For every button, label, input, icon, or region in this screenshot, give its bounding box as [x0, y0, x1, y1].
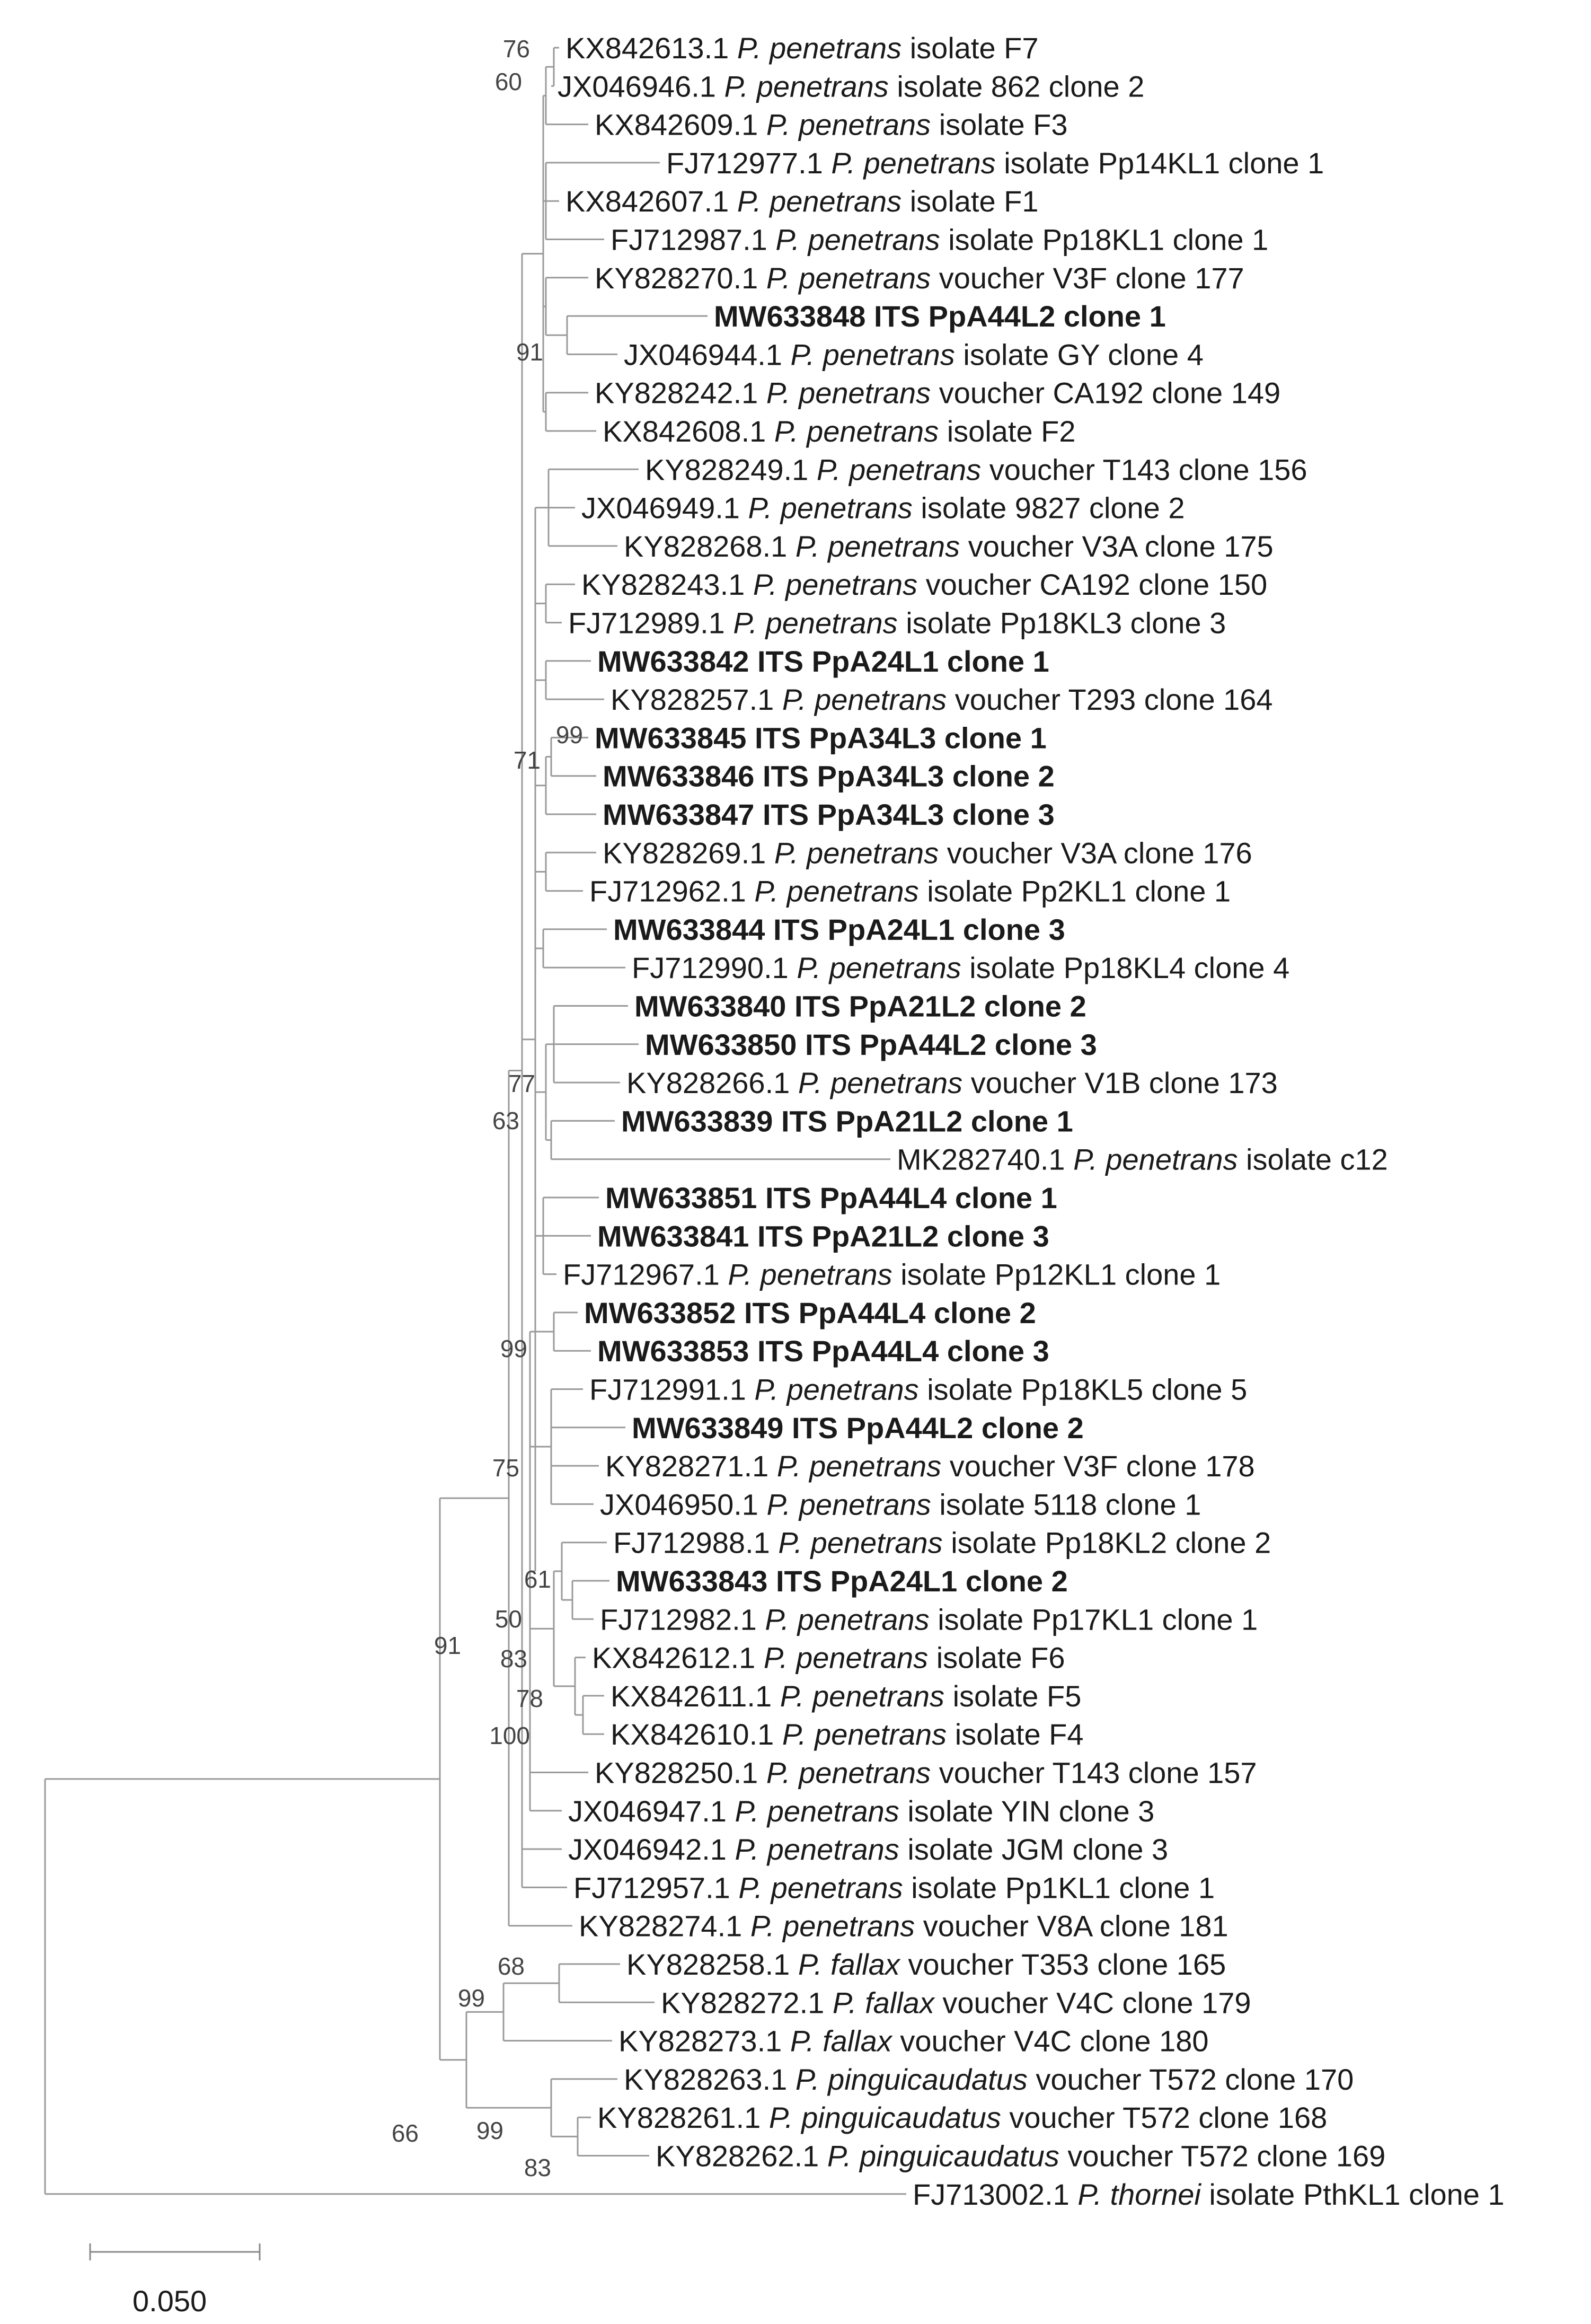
taxon-accession: MW633843 [616, 1564, 776, 1598]
taxon-description: isolate YIN clone 3 [907, 1794, 1155, 1828]
taxon-description: voucher V4C clone 180 [900, 2024, 1209, 2058]
taxon-accession: MW633852 [584, 1296, 744, 1330]
bootstrap-value: 66 [391, 2119, 419, 2147]
taxon-label [595, 721, 1047, 754]
taxon-description: isolate PthKL1 clone 1 [1209, 2177, 1505, 2211]
bootstrap-value: 71 [513, 746, 541, 774]
taxon-label [645, 453, 1307, 486]
taxon-accession: MW633851 [605, 1181, 765, 1214]
taxon-accession: FJ712982.1 [600, 1603, 765, 1636]
bootstrap-value: 99 [500, 1335, 527, 1362]
taxon-label [613, 913, 1065, 946]
taxon-species: P. penetrans [753, 568, 926, 602]
taxon-accession: JX046947.1 [568, 1794, 735, 1828]
taxon-accession: MW633850 [645, 1027, 805, 1061]
bootstrap-value: 91 [516, 338, 543, 366]
taxon-accession: KX842607.1 [565, 184, 737, 218]
bootstrap-value: 91 [434, 1632, 461, 1659]
taxon-accession: KY828257.1 [611, 683, 782, 717]
taxon-accession: MW633841 [597, 1219, 757, 1253]
taxon-species: P. penetrans [750, 1909, 923, 1943]
taxon-accession: KY828242.1 [595, 376, 766, 410]
taxon-label [714, 300, 1166, 333]
taxon-accession: KX842608.1 [603, 415, 774, 448]
taxon-species: P. penetrans [766, 1487, 940, 1521]
taxon-species: P. penetrans [737, 31, 910, 65]
taxon-accession: MW633848 [714, 300, 874, 333]
taxon-accession: MW633847 [603, 798, 763, 831]
taxon-accession: JX046942.1 [568, 1833, 735, 1867]
bootstrap-value: 63 [492, 1107, 519, 1134]
taxon-accession: KY828270.1 [595, 261, 766, 295]
taxon-label [597, 645, 1049, 678]
taxon-description: isolate Pp18KL2 clone 2 [951, 1526, 1271, 1560]
taxon-accession: FJ712989.1 [568, 606, 733, 640]
taxon-description: ITS PpA44L2 clone 1 [873, 300, 1166, 333]
taxon-description: ITS PpA24L1 clone 1 [757, 644, 1049, 678]
taxon-accession: MW633839 [621, 1104, 781, 1138]
taxon-species: P. penetrans [816, 453, 989, 487]
taxon-description: isolate Pp14KL1 clone 1 [1004, 146, 1324, 180]
taxon-accession: MW633846 [603, 759, 763, 793]
taxon-description: voucher V3A clone 175 [968, 529, 1274, 563]
taxon-description: voucher V4C clone 179 [942, 1986, 1251, 2020]
taxon-accession: KY828243.1 [581, 568, 753, 602]
taxon-accession: MW633845 [595, 721, 755, 755]
taxon-description: isolate Pp1KL1 clone 1 [911, 1871, 1215, 1905]
taxon-species: P. penetrans [780, 1679, 953, 1713]
taxon-label [624, 338, 1204, 371]
bootstrap-value: 68 [497, 1952, 525, 1980]
taxon-accession: JX046950.1 [600, 1487, 767, 1521]
taxon-accession: MW633849 [632, 1411, 792, 1445]
taxon-accession: MW633853 [597, 1334, 757, 1368]
taxon-label [913, 2178, 1505, 2211]
taxon-label [616, 1564, 1068, 1598]
taxon-species: P. penetrans [1073, 1142, 1247, 1176]
taxon-accession: MW633844 [613, 912, 773, 946]
taxon-accession: KY828268.1 [624, 529, 795, 563]
taxon-label [579, 1909, 1228, 1943]
taxon-description: isolate F1 [909, 184, 1039, 218]
taxon-accession: MK282740.1 [897, 1142, 1074, 1176]
taxon-label [595, 1756, 1257, 1790]
taxon-species: P. penetrans [733, 606, 906, 640]
bootstrap-value: 60 [494, 68, 522, 95]
taxon-species: P. penetrans [775, 223, 949, 257]
taxon-description: ITS PpA44L2 clone 2 [791, 1411, 1084, 1445]
taxon-description: isolate 9827 clone 2 [921, 491, 1185, 525]
taxon-species: P. penetrans [778, 1526, 951, 1560]
taxon-species: P. penetrans [766, 261, 939, 295]
taxon-label [666, 146, 1324, 180]
taxon-accession: MW633842 [597, 644, 757, 678]
taxon-accession: KX842609.1 [595, 108, 766, 142]
bootstrap-value: 99 [457, 1984, 485, 2012]
taxon-accession: FJ712991.1 [589, 1372, 755, 1406]
taxon-description: ITS PpA24L1 clone 3 [773, 912, 1065, 946]
taxon-label [595, 376, 1280, 410]
taxon-label [605, 1449, 1255, 1483]
taxon-accession: JX046949.1 [581, 491, 748, 525]
taxon-label [626, 1948, 1226, 1981]
taxon-label [597, 1334, 1049, 1368]
taxon-description: ITS PpA21L2 clone 1 [781, 1104, 1073, 1138]
taxon-species: P. fallax [798, 1948, 908, 1981]
taxon-species: P. penetrans [795, 529, 968, 563]
taxon-accession: MW633840 [634, 989, 794, 1023]
taxon-accession: KY828263.1 [624, 2062, 795, 2096]
taxon-label [897, 1143, 1388, 1176]
taxon-label [624, 2063, 1354, 2096]
taxon-description: isolate 5118 clone 1 [939, 1487, 1201, 1521]
taxon-label [603, 798, 1055, 831]
taxon-description: isolate F2 [947, 415, 1076, 448]
taxon-description: ITS PpA34L3 clone 2 [762, 759, 1055, 793]
taxon-label [584, 1296, 1036, 1330]
taxon-label [589, 1373, 1247, 1406]
taxon-accession: KY828271.1 [605, 1449, 777, 1483]
taxon-description: isolate Pp18KL4 clone 4 [969, 951, 1290, 985]
taxon-label [621, 1104, 1073, 1138]
taxon-description: isolate F7 [909, 31, 1039, 65]
taxon-species: P. penetrans [782, 1718, 955, 1751]
bootstrap-value: 100 [489, 1722, 530, 1749]
taxon-accession: FJ712967.1 [563, 1257, 728, 1291]
taxon-description: isolate Pp2KL1 clone 1 [927, 874, 1231, 908]
taxon-accession: KY828249.1 [645, 453, 817, 487]
taxon-species: P. fallax [832, 1986, 943, 2020]
taxon-accession: KY828250.1 [595, 1756, 766, 1790]
taxon-description: isolate Pp17KL1 clone 1 [938, 1603, 1258, 1636]
taxon-label [603, 760, 1055, 793]
taxon-accession: FJ713002.1 [913, 2177, 1078, 2211]
taxon-species: P. penetrans [766, 108, 939, 142]
bootstrap-values [392, 35, 583, 2181]
taxon-label [592, 1641, 1065, 1675]
bootstrap-value: 76 [502, 35, 530, 63]
taxon-label [613, 1526, 1271, 1560]
taxon-accession: KY828269.1 [603, 836, 774, 870]
taxon-species: P. fallax [790, 2024, 900, 2058]
taxon-accession: FJ712990.1 [632, 951, 797, 985]
taxon-label [626, 1066, 1278, 1099]
bootstrap-value: 99 [555, 721, 583, 749]
taxon-label [581, 568, 1267, 601]
taxon-label [558, 69, 1144, 103]
bootstrap-value: 75 [492, 1454, 519, 1482]
taxon-description: isolate F6 [936, 1641, 1065, 1675]
taxon-description: voucher T353 clone 165 [908, 1948, 1226, 1981]
taxon-label [589, 875, 1231, 908]
taxon-label [568, 1833, 1168, 1866]
taxon-species: P. penetrans [766, 376, 939, 410]
taxon-species: P. penetrans [728, 1257, 901, 1291]
taxon-description: ITS PpA21L2 clone 2 [794, 989, 1086, 1023]
scale-bar-label: 0.050 [132, 2284, 207, 2318]
taxon-description: voucher CA192 clone 150 [925, 568, 1268, 602]
taxon-species: P. penetrans [763, 1641, 936, 1675]
taxon-description: voucher T293 clone 164 [954, 683, 1273, 717]
taxon-label [661, 1986, 1251, 2019]
taxon-description: isolate Pp12KL1 clone 1 [900, 1257, 1221, 1291]
taxon-label [618, 2024, 1209, 2058]
taxon-description: ITS PpA44L4 clone 2 [744, 1296, 1036, 1330]
taxon-description: ITS PpA21L2 clone 3 [757, 1219, 1049, 1253]
taxon-accession: FJ712977.1 [666, 146, 832, 180]
taxon-description: isolate F3 [939, 108, 1068, 142]
taxon-accession: KY828266.1 [626, 1066, 798, 1100]
taxon-species: P. pinguicaudatus [827, 2139, 1068, 2173]
taxon-label [568, 606, 1226, 640]
taxon-label [611, 683, 1273, 716]
taxon-species: P. penetrans [724, 69, 897, 103]
taxon-label [656, 2140, 1385, 2173]
taxon-species: P. penetrans [776, 1449, 950, 1483]
taxon-label [568, 1794, 1154, 1828]
taxon-description: voucher T572 clone 168 [1009, 2101, 1328, 2135]
taxon-accession: FJ712987.1 [611, 223, 776, 257]
taxon-label [611, 223, 1268, 257]
bootstrap-value: 83 [500, 1645, 527, 1672]
taxon-species: P. penetrans [738, 1871, 912, 1905]
taxon-description: isolate Pp18KL5 clone 5 [927, 1372, 1248, 1406]
taxon-species: P. penetrans [737, 184, 910, 218]
taxon-label [611, 1679, 1081, 1713]
taxon-species: P. penetrans [790, 338, 964, 372]
taxon-accession: KY828258.1 [626, 1948, 798, 1981]
taxon-description: voucher T143 clone 156 [989, 453, 1307, 487]
taxon-description: voucher CA192 clone 149 [939, 376, 1281, 410]
taxon-description: voucher V8A clone 181 [923, 1909, 1228, 1943]
taxon-accession: KX842613.1 [565, 31, 737, 65]
taxon-species: P. penetrans [735, 1833, 908, 1867]
taxon-accession: KY828262.1 [656, 2139, 827, 2173]
taxon-description: voucher T572 clone 169 [1067, 2139, 1386, 2173]
taxon-description: ITS PpA44L4 clone 3 [757, 1334, 1049, 1368]
taxon-labels [555, 31, 1505, 2211]
taxon-species: P. penetrans [754, 874, 927, 908]
taxon-label [597, 1219, 1049, 1253]
taxon-description: isolate JGM clone 3 [907, 1833, 1169, 1867]
bootstrap-value: 61 [524, 1565, 551, 1593]
taxon-accession: KY828261.1 [597, 2101, 769, 2135]
taxon-species: P. penetrans [798, 1066, 971, 1100]
taxon-description: isolate 862 clone 2 [897, 69, 1145, 103]
taxon-label [573, 1871, 1215, 1904]
taxon-species: P. penetrans [782, 683, 955, 717]
taxon-accession: KY828274.1 [579, 1909, 750, 1943]
taxon-description: ITS PpA24L1 clone 2 [775, 1564, 1068, 1598]
taxon-label [632, 951, 1289, 984]
taxon-description: isolate F5 [952, 1679, 1082, 1713]
taxon-label [624, 530, 1274, 563]
taxon-label [603, 415, 1076, 448]
bootstrap-value: 77 [508, 1070, 535, 1097]
taxon-species: P. penetrans [735, 1794, 908, 1828]
taxon-description: isolate Pp18KL3 clone 3 [906, 606, 1226, 640]
taxon-species: P. pinguicaudatus [795, 2062, 1036, 2096]
taxon-species: P. penetrans [774, 415, 947, 448]
taxon-label [565, 184, 1039, 218]
taxon-label [634, 990, 1086, 1023]
taxon-label [611, 1718, 1084, 1751]
taxon-accession: KX842612.1 [592, 1641, 764, 1675]
taxon-label [632, 1411, 1084, 1445]
taxon-label [603, 836, 1252, 869]
taxon-description: ITS PpA34L3 clone 3 [762, 798, 1055, 831]
taxon-species: P. pinguicaudatus [768, 2101, 1010, 2135]
taxon-species: P. penetrans [766, 1756, 939, 1790]
taxon-species: P. penetrans [797, 951, 970, 985]
taxon-species: P. penetrans [754, 1372, 927, 1406]
taxon-accession: KY828272.1 [661, 1986, 833, 2020]
taxon-description: voucher T143 clone 157 [939, 1756, 1257, 1790]
taxon-description: voucher V1B clone 173 [970, 1066, 1278, 1100]
taxon-label [563, 1258, 1221, 1291]
taxon-species: P. penetrans [765, 1603, 938, 1636]
taxon-species: P. penetrans [831, 146, 1004, 180]
taxon-species: P. thornei [1077, 2177, 1209, 2211]
taxon-accession: KY828273.1 [618, 2024, 790, 2058]
taxon-description: isolate GY clone 4 [963, 338, 1204, 372]
taxon-label [595, 108, 1068, 142]
taxon-description: ITS PpA34L3 clone 1 [754, 721, 1047, 755]
taxon-accession: FJ712988.1 [613, 1526, 779, 1560]
taxon-description: ITS PpA44L2 clone 3 [805, 1027, 1097, 1061]
taxon-description: voucher V3A clone 176 [947, 836, 1252, 870]
taxon-species: P. penetrans [774, 836, 947, 870]
taxon-description: isolate F4 [954, 1718, 1084, 1751]
taxon-accession: KX842610.1 [611, 1718, 782, 1751]
taxon-species: P. penetrans [748, 491, 921, 525]
taxon-label [600, 1603, 1258, 1636]
taxon-label [581, 491, 1185, 525]
bootstrap-value: 78 [516, 1685, 543, 1712]
taxon-description: ITS PpA44L4 clone 1 [765, 1181, 1057, 1214]
taxon-description: voucher T572 clone 170 [1036, 2062, 1354, 2096]
taxon-label [600, 1487, 1201, 1521]
bootstrap-value: 50 [494, 1605, 522, 1633]
taxon-label [597, 2101, 1327, 2134]
taxon-accession: JX046946.1 [558, 69, 724, 103]
taxon-label [645, 1028, 1097, 1061]
taxon-description: voucher V3F clone 177 [939, 261, 1244, 295]
taxon-description: isolate c12 [1246, 1142, 1388, 1176]
taxon-label [605, 1181, 1057, 1214]
taxon-label [565, 31, 1039, 65]
scale-bar [90, 2243, 260, 2318]
taxon-accession: KX842611.1 [611, 1679, 780, 1713]
taxon-accession: FJ712962.1 [589, 874, 755, 908]
bootstrap-value: 83 [524, 2154, 551, 2181]
taxon-accession: FJ712957.1 [573, 1871, 739, 1905]
bootstrap-value: 99 [476, 2117, 503, 2144]
taxon-description: voucher V3F clone 178 [949, 1449, 1255, 1483]
taxon-label [595, 261, 1244, 295]
taxon-accession: JX046944.1 [624, 338, 791, 372]
taxon-description: isolate Pp18KL1 clone 1 [948, 223, 1269, 257]
